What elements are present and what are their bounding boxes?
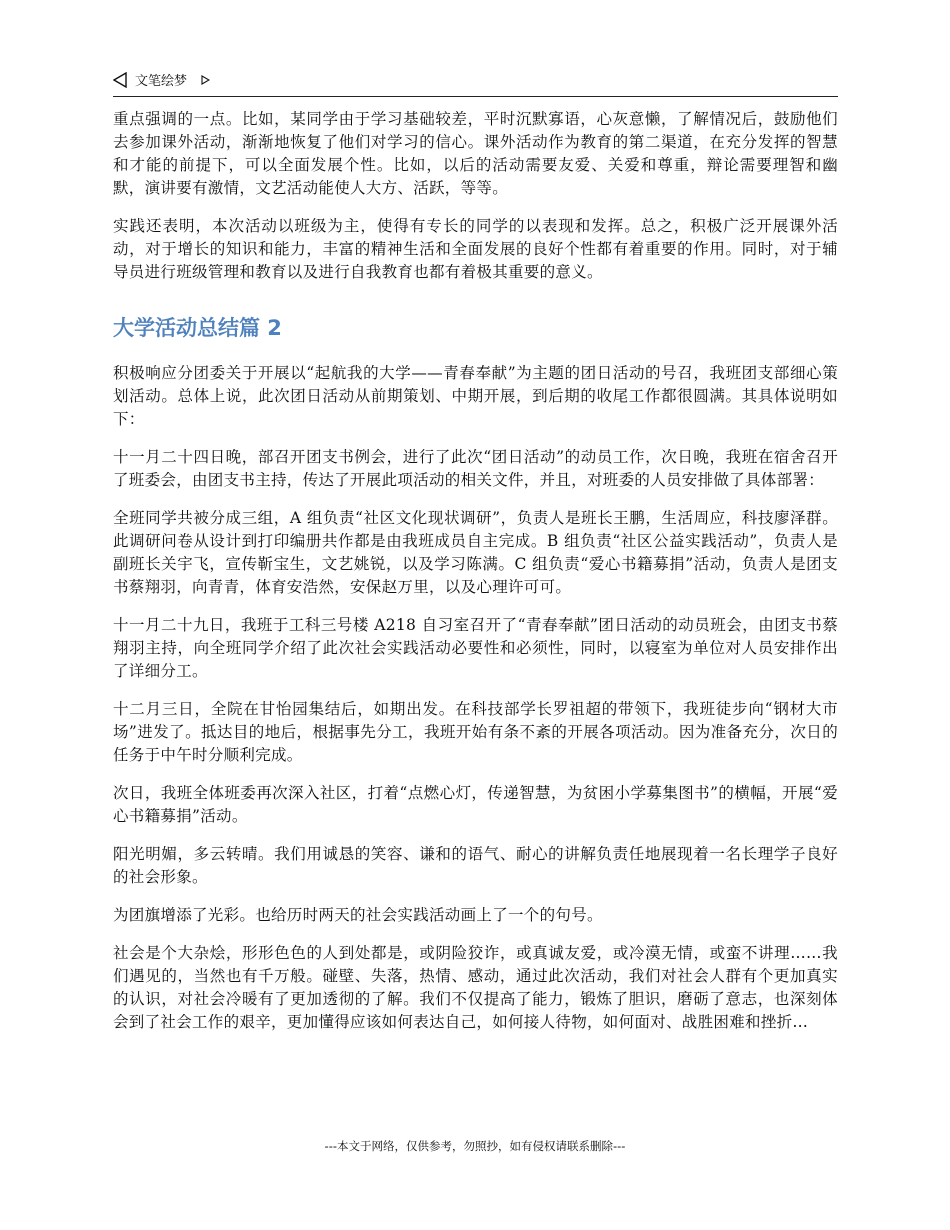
paragraph: 全班同学共被分成三组，A 组负责“社区文化现状调研”，负责人是班长王鹏，生活周应，科技廖泽群。此调研问卷从设计到打印编册共作都是由我班成员自主完成。B 组负责“社区公益实践活动”，负责人是副班长关宇飞，宣传靳宝生，文艺姚锐，以及学习陈满。C 组负责“爱心书籍募捐”活动，负责人是团支书蔡翔羽，向青青，体育安浩然，安保赵万里，以及心理许可可。 — [113, 509, 838, 596]
paragraph: 社会是个大杂烩，形形色色的人到处都是，或阴险狡诈，或真诚友爱，或冷漠无情，或蛮不讲理……我们遇见的，当然也有千万般。碰壁、失落，热情、感动，通过此次活动，我们对社会人群有个更加真实的认识，对社会冷暖有了更加透彻的了解。我们不仅提高了能力，锻炼了胆识，磨砺了意志，也深刻体会到了社会工作的艰辛，更加懂得应该如何表达自己，如何接人待物，如何面对、战胜困难和挫折… — [113, 944, 838, 1031]
paragraph: 为团旗增添了光彩。也给历时两天的社会实践活动画上了一个的句号。 — [113, 906, 603, 924]
triangle-left-icon — [113, 72, 127, 88]
paragraph: 十一月二十四日晚，部召开团支书例会，进行了此次“团日活动”的动员工作，次日晚，我班在宿舍召开了班委会，由团支书主持，传达了开展此项活动的相关文件，并且，对班委的人员安排做了具体部署： — [113, 448, 838, 489]
paragraph: 十二月三日，全院在甘怡园集结后，如期出发。在科技部学长罗祖超的带领下，我班徒步向“钢材大市场”进发了。抵达目的地后，根据事先分工，我班开始有条不紊的开展各项活动。因为准备充分，次日的任务于中午时分顺利完成。 — [113, 700, 838, 764]
paragraph: 重点强调的一点。比如，某同学由于学习基础较差，平时沉默寡语，心灰意懒，了解情况后，鼓励他们去参加课外活动，渐渐地恢复了他们对学习的信心。课外活动作为教育的第二渠道，在充分发挥的智慧和才能的前提下，可以全面发展个性。比如，以后的活动需要友爱、关爱和尊重，辩论需要理智和幽默，演讲要有激情，文艺活动能使人大方、活跃，等等。 — [113, 110, 838, 197]
page-footer: ---本文于网络，仅供参考，勿照抄，如有侵权请联系删除--- — [324, 1139, 626, 1153]
paragraph: 次日，我班全体班委再次深入社区，打着“点燃心灯，传递智慧，为贫困小学募集图书”的横幅，开展“爱心书籍募捐”活动。 — [113, 784, 838, 825]
paragraph: 十一月二十九日，我班于工科三号楼 A218 自习室召开了“青春奉献”团日活动的动员班会，由团支书蔡翔羽主持，向全班同学介绍了此次社会实践活动必要性和必须性，同时，以寝室为单位对人员安排作出了详细分工。 — [113, 616, 838, 680]
paragraph: 积极响应分团委关于开展以“起航我的大学——青春奉献”为主题的团日活动的号召，我班团支部细心策划活动。总体上说，此次团日活动从前期策划、中期开展，到后期的收尾工作都很圆满。其具体说明如下： — [113, 364, 838, 428]
triangle-right-icon — [201, 75, 210, 85]
paragraph: 阳光明媚，多云转晴。我们用诚恳的笑容、谦和的语气、耐心的讲解负责任地展现着一名长理学子良好的社会形象。 — [113, 845, 838, 886]
brand-name: 文笔绘梦 — [135, 74, 188, 89]
section-heading: 大学活动总结篇 2 — [113, 316, 282, 340]
document-body — [113, 108, 838, 1049]
paragraph: 实践还表明，本次活动以班级为主，使得有专长的同学的以表现和发挥。总之，积极广泛开展课外活动，对于增长的知识和能力，丰富的精神生活和全面发展的良好个性都有着重要的作用。同时，对于辅导员进行班级管理和教育以及进行自我教育也都有着极其重要的意义。 — [113, 217, 838, 281]
page-header — [113, 70, 838, 97]
